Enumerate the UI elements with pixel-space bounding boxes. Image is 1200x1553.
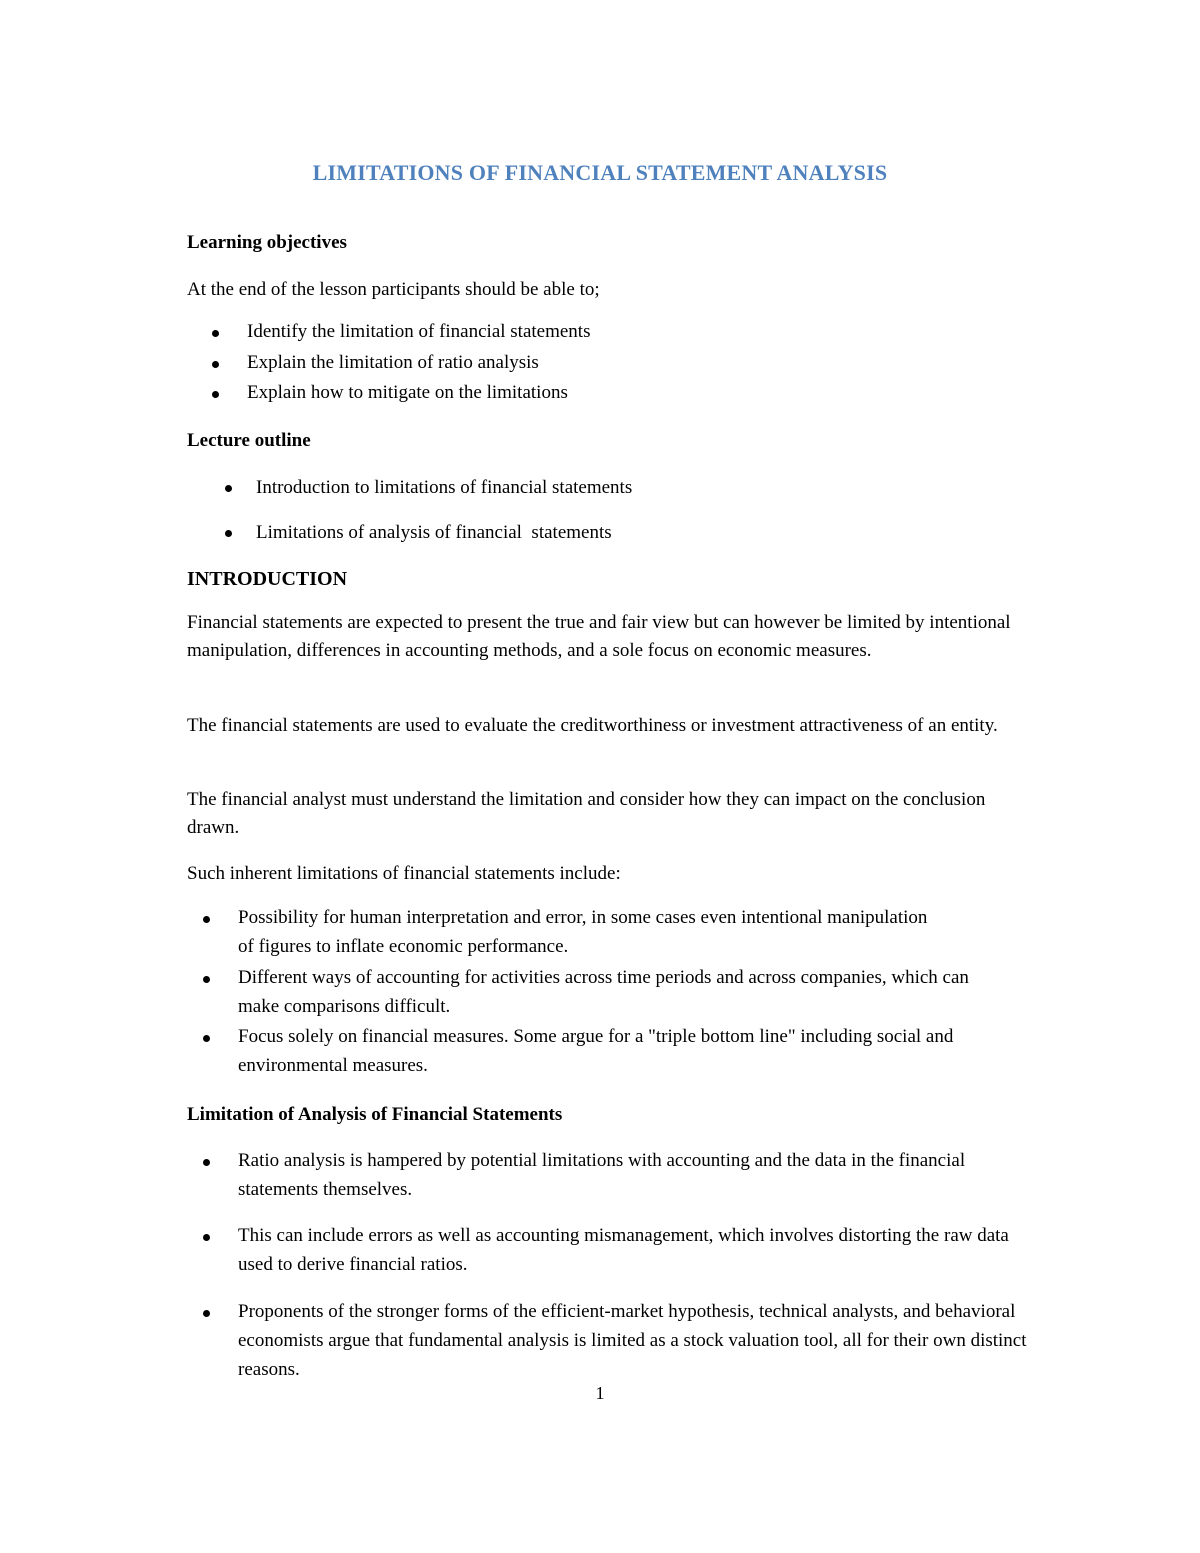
list-item-text: Proponents of the stronger forms of the efficient-market hypothesis, technical analysts, and behavioral economists argue that fundamental analysis is limited as a stock valuation tool, all for their own distinct reasons. bbox=[238, 1301, 1027, 1380]
list-item-text: Explain the limitation of ratio analysis bbox=[247, 352, 539, 373]
bullet-icon bbox=[225, 530, 232, 537]
document-title: LIMITATIONS OF FINANCIAL STATEMENT ANALYSIS bbox=[312, 160, 888, 185]
list-item-text: This can include errors as well as accounting mismanagement, which involves distorting the raw data used to derive financial ratios. bbox=[238, 1225, 1009, 1275]
list-item-text: Explain how to mitigate on the limitations bbox=[247, 382, 568, 403]
bullet-icon bbox=[212, 361, 219, 368]
list-item-text: Different ways of accounting for activities across time periods and across companies, which can make comparisons difficult. bbox=[238, 967, 969, 1017]
bullet-icon bbox=[203, 1234, 210, 1241]
bullet-icon bbox=[203, 916, 210, 923]
bullet-icon bbox=[225, 485, 232, 492]
bullet-icon bbox=[203, 1310, 210, 1317]
introduction-paragraph: Financial statements are expected to present the true and fair view but can however be limited by intentional manipulation, differences in accounting methods, and a sole focus on economic measures. bbox=[187, 612, 1011, 661]
learning-objectives-heading: Learning objectives bbox=[187, 232, 347, 253]
introduction-paragraph: The financial analyst must understand the limitation and consider how they can impact on the conclusion drawn. bbox=[187, 789, 986, 838]
list-item-text: Focus solely on financial measures. Some argue for a "triple bottom line" including social and environmental measures. bbox=[238, 1026, 954, 1076]
bullet-icon bbox=[203, 1159, 210, 1166]
limitation-analysis-heading: Limitation of Analysis of Financial Statements bbox=[187, 1104, 563, 1125]
learning-objectives-intro: At the end of the lesson participants should be able to; bbox=[187, 279, 600, 300]
bullet-icon bbox=[203, 1035, 210, 1042]
list-item-text: Identify the limitation of financial statements bbox=[247, 321, 591, 342]
bullet-icon bbox=[203, 976, 210, 983]
introduction-heading: INTRODUCTION bbox=[187, 568, 348, 590]
list-item-text: Introduction to limitations of financial statements bbox=[256, 477, 633, 498]
page-number: 1 bbox=[595, 1383, 605, 1403]
introduction-paragraph: Such inherent limitations of financial statements include: bbox=[187, 863, 621, 884]
bullet-icon bbox=[212, 391, 219, 398]
list-item-text: Possibility for human interpretation and error, in some cases even intentional manipulation of figures to inflate economic performance. bbox=[238, 907, 928, 957]
bullet-icon bbox=[212, 330, 219, 337]
introduction-paragraph: The financial statements are used to evaluate the creditworthiness or investment attractiveness of an entity. bbox=[187, 715, 998, 736]
list-item-text: Ratio analysis is hampered by potential limitations with accounting and the data in the financial statements themselves. bbox=[238, 1150, 966, 1200]
lecture-outline-heading: Lecture outline bbox=[187, 430, 311, 451]
list-item-text: Limitations of analysis of financial statements bbox=[256, 522, 612, 543]
